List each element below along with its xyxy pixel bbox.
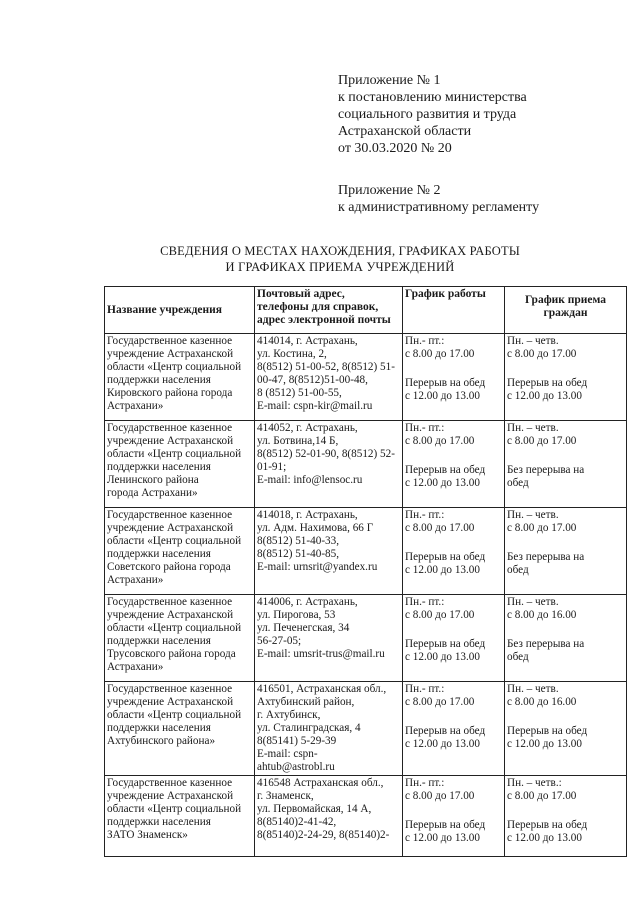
cell-address-contacts-line: Ахтубинский район, — [257, 696, 355, 708]
cell-work-schedule-line: с 12.00 до 13.00 — [405, 832, 480, 844]
appendix-1-line: от 30.03.2020 № 20 — [338, 141, 452, 156]
cell-work-schedule-line: с 8.00 до 17.00 — [405, 696, 475, 708]
appendix-2-block — [338, 182, 539, 216]
cell-address-contacts-line: 56-27-05; — [257, 635, 302, 647]
appendix-1-line: Приложение № 1 — [338, 73, 441, 88]
header-reception-line: граждан — [543, 307, 588, 319]
cell-reception-schedule-line: с 12.00 до 13.00 — [507, 390, 582, 402]
cell-institution-name-line: учреждение Астраханской — [107, 609, 234, 621]
cell-address-contacts-line: E-mail: urnsrit@yandex.ru — [257, 561, 378, 573]
cell-institution-name-line: Государственное казенное — [107, 683, 233, 695]
cell-reception-schedule-line: Пн. – четв. — [507, 509, 559, 521]
cell-institution-name-line: Кировского района города — [107, 387, 233, 399]
cell-reception-schedule-line: с 8.00 до 17.00 — [507, 435, 577, 447]
cell-institution-name-line: поддержки населения — [107, 548, 211, 560]
appendix-2-line: к административному регламенту — [338, 200, 540, 215]
table-row — [105, 776, 627, 857]
cell-address-contacts — [255, 421, 403, 508]
cell-institution-name-line: учреждение Астраханской — [107, 348, 234, 360]
cell-address-contacts — [255, 682, 403, 776]
cell-reception-schedule — [505, 776, 627, 857]
cell-work-schedule-line: с 8.00 до 17.00 — [405, 790, 475, 802]
appendix-2-line: Приложение № 2 — [338, 183, 441, 198]
cell-work-schedule-line: с 12.00 до 13.00 — [405, 477, 480, 489]
cell-work-schedule-line: с 8.00 до 17.00 — [405, 348, 475, 360]
cell-reception-schedule-line: Перерыв на обед — [507, 377, 588, 389]
cell-institution-name-line: Трусовского района города — [107, 648, 236, 660]
cell-reception-schedule-line: с 12.00 до 13.00 — [507, 832, 582, 844]
cell-institution-name-line: учреждение Астраханской — [107, 696, 234, 708]
table-row — [105, 682, 627, 776]
cell-reception-schedule-line: с 8.00 до 16.00 — [507, 609, 577, 621]
cell-work-schedule — [403, 334, 505, 421]
cell-institution-name-line: области «Центр социальной — [107, 361, 242, 373]
table-body — [105, 334, 627, 857]
cell-institution-name — [105, 421, 255, 508]
table-header-row — [105, 287, 627, 334]
cell-reception-schedule-line: с 8.00 до 17.00 — [507, 790, 577, 802]
cell-reception-schedule-line: Пн. – четв. — [507, 422, 559, 434]
cell-institution-name-line: Астрахани» — [107, 661, 164, 673]
cell-address-contacts-line: 8 (8512) 51-00-55, — [257, 387, 342, 399]
cell-reception-schedule-line: обед — [507, 651, 529, 663]
cell-address-contacts-line: 414052, г. Астрахань, — [257, 422, 358, 434]
header-address-line: телефоны для справок, — [257, 301, 379, 313]
cell-address-contacts — [255, 334, 403, 421]
cell-reception-schedule-line: Пн. – четв. — [507, 596, 559, 608]
cell-address-contacts-line: E-mail: umsrit-trus@mail.ru — [257, 648, 385, 660]
cell-institution-name-line: города Астрахани» — [107, 487, 198, 499]
table-row — [105, 508, 627, 595]
cell-address-contacts-line: 8(8512) 52-01-90, 8(8512) 52- — [257, 448, 395, 460]
header-work-text: График работы — [405, 288, 486, 300]
header-name-text: Название учреждения — [107, 303, 222, 316]
cell-institution-name-line: Государственное казенное — [107, 335, 233, 347]
cell-institution-name-line: Государственное казенное — [107, 422, 233, 434]
header-address-line: адрес электронной почты — [257, 314, 391, 326]
header-reception-schedule — [505, 287, 627, 334]
cell-reception-schedule-line: Без перерыва на — [507, 464, 585, 476]
cell-institution-name-line: поддержки населения — [107, 635, 211, 647]
appendix-1-block — [338, 72, 527, 157]
cell-address-contacts-line: 416501, Астраханская обл., — [257, 683, 387, 695]
cell-institution-name-line: области «Центр социальной — [107, 622, 242, 634]
header-address — [255, 287, 403, 334]
cell-reception-schedule-line: с 8.00 до 17.00 — [507, 522, 577, 534]
cell-work-schedule-line: с 12.00 до 13.00 — [405, 390, 480, 402]
cell-address-contacts — [255, 508, 403, 595]
cell-work-schedule-line: Пн.- пт.: — [405, 777, 445, 789]
cell-address-contacts-line: 8(85140)2-24-29, 8(85140)2- — [257, 829, 390, 841]
cell-institution-name-line: Ленинского района — [107, 474, 199, 486]
cell-address-contacts-line: ул. Сталинградская, 4 — [257, 722, 361, 734]
cell-work-schedule-line: Перерыв на обед — [405, 638, 486, 650]
table-row — [105, 595, 627, 682]
cell-work-schedule — [403, 421, 505, 508]
cell-institution-name-line: поддержки населения — [107, 816, 211, 828]
cell-work-schedule-line: Перерыв на обед — [405, 464, 486, 476]
cell-institution-name — [105, 682, 255, 776]
cell-address-contacts-line: ул. Первомайская, 14 А, — [257, 803, 372, 815]
cell-reception-schedule — [505, 421, 627, 508]
cell-institution-name — [105, 334, 255, 421]
cell-address-contacts-line: ул. Печенегская, 34 — [257, 622, 350, 634]
cell-address-contacts-line: E-mail: cspn- — [257, 748, 318, 760]
cell-reception-schedule — [505, 334, 627, 421]
cell-institution-name-line: поддержки населения — [107, 374, 211, 386]
cell-address-contacts-line: 8(8512) 51-00-52, 8(8512) 51- — [257, 361, 395, 373]
cell-institution-name-line: области «Центр социальной — [107, 803, 242, 815]
cell-address-contacts-line: ул. Пирогова, 53 — [257, 609, 336, 621]
cell-reception-schedule-line: Пн. – четв.: — [507, 777, 562, 789]
appendix-1-line: к постановлению министерства — [338, 90, 527, 105]
cell-work-schedule-line: Пн.- пт.: — [405, 422, 445, 434]
cell-institution-name-line: Государственное казенное — [107, 509, 233, 521]
cell-address-contacts-line: ул. Ботвина,14 Б, — [257, 435, 339, 447]
cell-address-contacts-line: E-mail: cspn-kir@mail.ru — [257, 400, 373, 412]
appendix-1-line: Астраханской области — [338, 124, 472, 139]
cell-reception-schedule-line: с 8.00 до 16.00 — [507, 696, 577, 708]
cell-institution-name — [105, 595, 255, 682]
header-work-schedule — [403, 287, 505, 334]
cell-institution-name-line: области «Центр социальной — [107, 709, 242, 721]
cell-address-contacts-line: ahtub@astrobl.ru — [257, 761, 335, 773]
cell-institution-name-line: ЗАТО Знаменск» — [107, 829, 188, 841]
cell-address-contacts-line: ул. Адм. Нахимова, 66 Г — [257, 522, 374, 534]
cell-work-schedule-line: с 8.00 до 17.00 — [405, 609, 475, 621]
cell-institution-name-line: Ахтубинского района» — [107, 735, 216, 747]
cell-work-schedule-line: Перерыв на обед — [405, 819, 486, 831]
cell-address-contacts-line: 8(85140)2-41-42, — [257, 816, 337, 828]
cell-address-contacts-line: 8(85141) 5-29-39 — [257, 735, 337, 747]
document-title-line-2: И ГРАФИКАХ ПРИЕМА УЧРЕЖДЕНИЙ — [225, 260, 455, 274]
cell-work-schedule-line: Перерыв на обед — [405, 725, 486, 737]
cell-address-contacts-line: 01-91; — [257, 461, 287, 473]
cell-institution-name-line: учреждение Астраханской — [107, 522, 234, 534]
cell-address-contacts-line: 414014, г. Астрахань, — [257, 335, 358, 347]
institutions-table — [104, 286, 627, 857]
cell-reception-schedule-line: Перерыв на обед — [507, 819, 588, 831]
cell-address-contacts-line: 414006, г. Астрахань, — [257, 596, 358, 608]
cell-address-contacts — [255, 776, 403, 857]
cell-reception-schedule-line: с 12.00 до 13.00 — [507, 738, 582, 750]
cell-institution-name — [105, 508, 255, 595]
header-name — [105, 287, 255, 334]
cell-institution-name-line: Астрахани» — [107, 574, 164, 586]
cell-institution-name-line: области «Центр социальной — [107, 535, 242, 547]
cell-institution-name-line: Государственное казенное — [107, 777, 233, 789]
cell-reception-schedule-line: Перерыв на обед — [507, 725, 588, 737]
cell-reception-schedule-line: Пн. – четв. — [507, 335, 559, 347]
table-row — [105, 421, 627, 508]
cell-reception-schedule — [505, 682, 627, 776]
table-row — [105, 334, 627, 421]
cell-institution-name-line: учреждение Астраханской — [107, 790, 234, 802]
cell-work-schedule-line: Перерыв на обед — [405, 377, 486, 389]
cell-address-contacts-line: 8(8512) 51-40-33, — [257, 535, 340, 547]
cell-address-contacts-line: ул. Костина, 2, — [257, 348, 327, 360]
cell-institution-name-line: Астрахани» — [107, 400, 164, 412]
cell-work-schedule — [403, 508, 505, 595]
cell-institution-name — [105, 776, 255, 857]
cell-reception-schedule-line: обед — [507, 477, 529, 489]
cell-reception-schedule — [505, 508, 627, 595]
cell-address-contacts-line: 414018, г. Астрахань, — [257, 509, 358, 521]
cell-reception-schedule-line: обед — [507, 564, 529, 576]
cell-work-schedule-line: с 12.00 до 13.00 — [405, 564, 480, 576]
cell-reception-schedule-line: Пн. – четв. — [507, 683, 559, 695]
cell-address-contacts-line: г. Знаменск, — [257, 790, 314, 802]
header-address-line: Почтовый адрес, — [257, 288, 345, 300]
cell-work-schedule-line: Пн.- пт.: — [405, 509, 445, 521]
cell-work-schedule — [403, 776, 505, 857]
cell-institution-name-line: поддержки населения — [107, 461, 211, 473]
cell-work-schedule-line: с 12.00 до 13.00 — [405, 651, 480, 663]
document-title-line-1: СВЕДЕНИЯ О МЕСТАХ НАХОЖДЕНИЯ, ГРАФИКАХ РАБОТЫ — [160, 244, 520, 258]
cell-work-schedule-line: Пн.- пт.: — [405, 683, 445, 695]
cell-institution-name-line: Советского района города — [107, 561, 231, 573]
cell-work-schedule-line: Пн.- пт.: — [405, 335, 445, 347]
cell-institution-name-line: области «Центр социальной — [107, 448, 242, 460]
cell-institution-name-line: поддержки населения — [107, 722, 211, 734]
cell-work-schedule-line: с 12.00 до 13.00 — [405, 738, 480, 750]
cell-work-schedule-line: Перерыв на обед — [405, 551, 486, 563]
cell-reception-schedule-line: с 8.00 до 17.00 — [507, 348, 577, 360]
cell-reception-schedule-line: Без перерыва на — [507, 638, 585, 650]
cell-address-contacts-line: г. Ахтубинск, — [257, 709, 321, 721]
cell-address-contacts-line: 00-47, 8(8512)51-00-48, — [257, 374, 368, 386]
cell-work-schedule — [403, 682, 505, 776]
cell-work-schedule-line: с 8.00 до 17.00 — [405, 522, 475, 534]
cell-work-schedule — [403, 595, 505, 682]
cell-reception-schedule-line: Без перерыва на — [507, 551, 585, 563]
cell-reception-schedule — [505, 595, 627, 682]
cell-institution-name-line: учреждение Астраханской — [107, 435, 234, 447]
header-reception-line: График приема — [524, 294, 607, 306]
cell-work-schedule-line: с 8.00 до 17.00 — [405, 435, 475, 447]
cell-address-contacts-line: 416548 Астраханская обл., — [257, 777, 384, 789]
cell-work-schedule-line: Пн.- пт.: — [405, 596, 445, 608]
cell-address-contacts-line: 8(8512) 51-40-85, — [257, 548, 340, 560]
cell-address-contacts — [255, 595, 403, 682]
appendix-1-line: социального развития и труда — [338, 107, 517, 122]
cell-institution-name-line: Государственное казенное — [107, 596, 233, 608]
cell-address-contacts-line: E-mail: info@lensoc.ru — [257, 474, 363, 486]
